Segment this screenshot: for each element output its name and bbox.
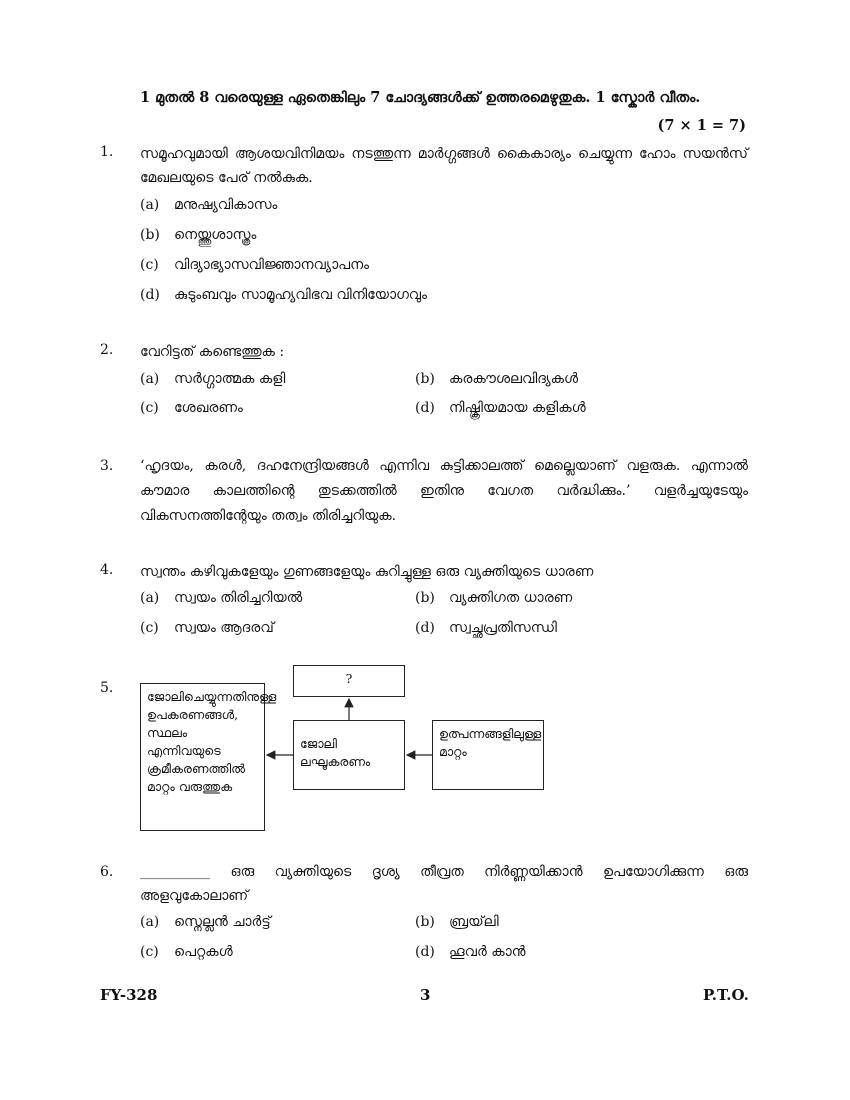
option-text: കുടുംബവും സാമൂഹ്യവിഭവ വിനിയോഗവും xyxy=(174,287,427,303)
page-number: 3 xyxy=(420,986,431,1004)
option-label: (a) xyxy=(140,371,160,387)
option-label: (b) xyxy=(415,914,435,930)
instructions-text: 1 മുതൽ 8 വരെയുള്ള ഏതെങ്കിലും 7 ചോദ്യങ്ങൾക്ക് ഉത്തരമെഴുതുക. 1 സ്കോർ വീതം. xyxy=(140,89,701,106)
diagram-box-left: ജോലിചെയ്യുന്നതിനുള്ള ഉപകരണങ്ങൾ, സ്ഥലം എന്നിവയുടെ ക്രമീകരണത്തിൽ മാറ്റം വരുത്തുക xyxy=(140,683,265,831)
option-label: (b) xyxy=(140,227,160,243)
option xyxy=(140,914,271,930)
option-label: (d) xyxy=(415,944,435,960)
option-label: (a) xyxy=(140,197,160,213)
question-text: ‘ഹൃദയം, കരൾ, ദഹനേന്ദ്രിയങ്ങൾ എന്നിവ കുട്ടിക്കാലത്ത് മെല്ലെയാണ് വളരുക. എന്നാൽ കൗമാര കാലത്തിന്റെ തുടക്കത്തിൽ ഇതിനു വേഗത വർദ്ധിക്കും.’ വളർച്ചയുടേയും വികസനത്തിന്റേയും തത്വം തിരിച്ചറിയുക. xyxy=(140,458,748,524)
question-text: സ്വന്തം കഴിവുകളേയും ഗുണങ്ങളേയും കുറിച്ചുള്ള ഒരു വ്യക്തിയുടെ ധാരണ xyxy=(140,564,594,580)
question-text: വേറിട്ടത് കണ്ടെത്തുക : xyxy=(140,344,285,360)
option-label: (d) xyxy=(415,400,435,416)
option-text: മനുഷ്യവികാസം xyxy=(174,197,278,213)
option-text: സ്വയം ആദരവ് xyxy=(174,620,274,636)
question-number: 2. xyxy=(100,342,114,358)
option-label: (c) xyxy=(140,257,159,273)
option-label: (c) xyxy=(140,400,159,416)
question-text: സമൂഹവുമായി ആശയവിനിമയം നടത്തുന്ന മാർഗ്ഗങ്ങൾ കൈകാര്യം ചെയ്യുന്ന ഹോം സയൻസ് മേഖലയുടെ പേര് നൽകുക. xyxy=(140,146,748,186)
option-text: സർഗ്ഗാത്മക കളി xyxy=(174,371,286,387)
option xyxy=(140,944,233,960)
option-text: പെറ്റകൾ xyxy=(174,944,233,960)
question-number: 1. xyxy=(100,144,114,160)
option xyxy=(415,914,499,930)
option-text: ഹൂവർ കാൻ xyxy=(449,944,526,960)
option xyxy=(415,944,526,960)
diagram-box-top: ? xyxy=(293,665,405,697)
option-text: സ്വച്ഛപ്രതിസന്ധി xyxy=(449,620,557,636)
option-text: ബ്രയ്‌ലി xyxy=(449,914,499,930)
question-number: 4. xyxy=(100,562,114,578)
option-label: (c) xyxy=(140,944,159,960)
question-number: 3. xyxy=(100,458,114,474)
option-label: (a) xyxy=(140,914,160,930)
score-allocation: (7 × 1 = 7) xyxy=(657,117,746,134)
paper-code: FY-328 xyxy=(100,986,158,1004)
option-label: (b) xyxy=(415,371,435,387)
option-text: നെയ്ത്തുശാസ്ത്രം xyxy=(174,227,257,243)
question-text xyxy=(140,860,748,908)
option-text: ശേഖരണം xyxy=(174,400,243,416)
answer-blank: __________ xyxy=(140,864,210,880)
diagram-box-center: ജോലി ലഘൂകരണം xyxy=(293,720,405,790)
option-label: (a) xyxy=(140,590,160,606)
option-text: വിദ്യാഭ്യാസവിജ്ഞാനവ്യാപനം xyxy=(174,257,369,273)
option-text: സ്വയം തിരിച്ചറിയൽ xyxy=(174,590,303,606)
option-text: കരകൗശലവിദ്യകൾ xyxy=(449,371,579,387)
option-text: നിഷ്ക്രിയമായ കളികൾ xyxy=(449,400,586,416)
option-label: (b) xyxy=(415,590,435,606)
question-body: ഒരു വ്യക്തിയുടെ ദൃശ്യ തീവ്രത നിർണ്ണയിക്കാൻ ഉപയോഗിക്കുന്ന ഒരു അളവുകോലാണ് xyxy=(140,864,748,904)
option-text: വ്യക്തിഗത ധാരണ xyxy=(449,590,573,606)
question-number: 6. xyxy=(100,864,114,880)
diagram-box-right: ഉത്പന്നങ്ങളിലുള്ള മാറ്റം xyxy=(432,720,544,790)
pto-label: P.T.O. xyxy=(703,986,749,1004)
option-label: (d) xyxy=(415,620,435,636)
option-label: (d) xyxy=(140,287,160,303)
option-label: (c) xyxy=(140,620,159,636)
question-number: 5. xyxy=(100,680,114,696)
option-text: സ്നെല്ലൻ ചാർട്ട് xyxy=(174,914,271,930)
